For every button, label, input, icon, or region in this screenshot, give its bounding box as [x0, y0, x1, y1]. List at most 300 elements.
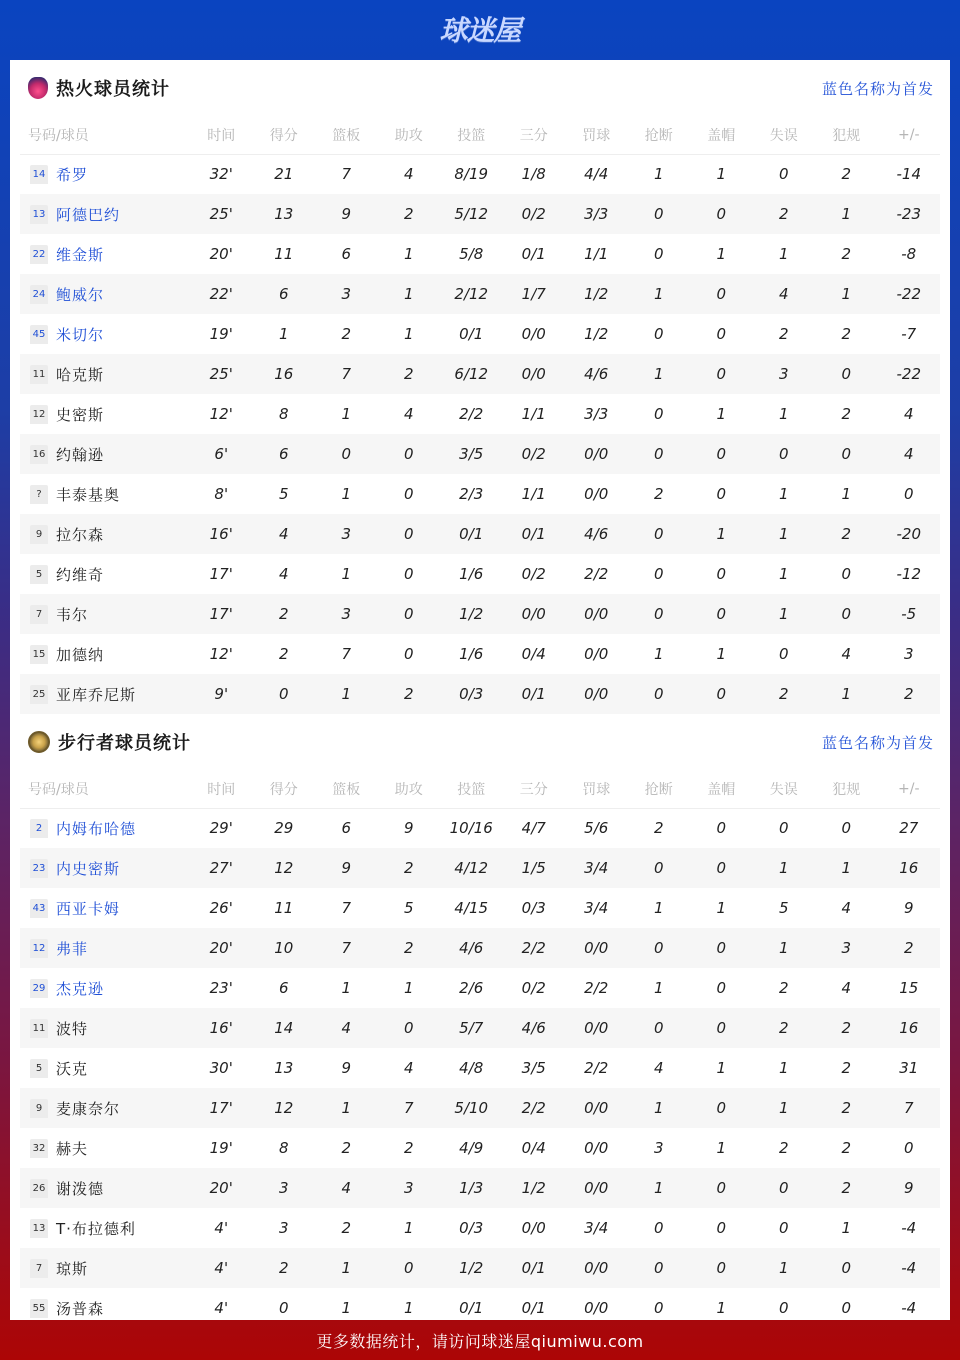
stat-blk: 1 [716, 405, 727, 423]
stat-pts: 6 [253, 274, 316, 314]
stat-fg: 3/5 [440, 434, 503, 474]
player-name[interactable]: 沃克 [56, 1059, 89, 1078]
table-row[interactable] [20, 968, 940, 1008]
player-name[interactable]: 弗菲 [56, 939, 89, 958]
jersey-number: 7 [30, 1259, 48, 1278]
player-cell [20, 1248, 190, 1288]
stat-ft: 4/6 [565, 354, 628, 394]
stat-blk: 0 [690, 194, 753, 234]
stat-min: 26' [209, 899, 233, 917]
table-row[interactable] [20, 848, 940, 888]
stat-pts: 12 [253, 1088, 316, 1128]
stat-pf: 0 [815, 594, 878, 634]
player-name[interactable]: 拉尔森 [56, 525, 105, 544]
stat-pm: 0 [903, 485, 914, 503]
starter-legend: 蓝色名称为首发 [821, 733, 934, 752]
stat-blk: 1 [690, 514, 753, 554]
stat-pf: 1 [841, 485, 852, 503]
column-header[interactable]: +/- [878, 116, 941, 154]
stat-tov: 0 [778, 165, 789, 184]
player-name[interactable]: 汤普森 [56, 1299, 105, 1318]
stat-stl: 1 [628, 354, 691, 394]
stat-min: 17' [190, 1088, 253, 1128]
stat-ast: 0 [403, 485, 414, 503]
stat-ft: 0/0 [584, 1299, 609, 1317]
stat-fg: 0/1 [440, 514, 503, 554]
player-cell [20, 474, 190, 514]
stat-min: 16' [190, 1008, 253, 1048]
column-header[interactable]: 抢断 [628, 770, 691, 808]
jersey-number: 2 [30, 819, 48, 838]
stat-tov: 1 [753, 928, 816, 968]
stat-min: 32' [209, 165, 233, 184]
column-header[interactable]: 号码/球员 [20, 770, 190, 808]
stat-reb: 9 [341, 1059, 352, 1077]
player-cell [20, 354, 190, 394]
player-name[interactable]: 史密斯 [56, 405, 105, 424]
stat-tp: 0/2 [521, 979, 546, 997]
stat-pm: -4 [878, 1248, 941, 1288]
stat-fg: 4/6 [440, 928, 503, 968]
stat-ft: 1/1 [584, 245, 609, 263]
stat-pf: 4 [841, 645, 852, 663]
stat-pts: 14 [253, 1008, 316, 1048]
stat-ast: 3 [378, 1168, 441, 1208]
table-row[interactable] [20, 194, 940, 234]
column-header[interactable]: 罚球 [565, 770, 628, 808]
stat-reb: 2 [341, 1219, 352, 1237]
stat-pm: 4 [878, 434, 941, 474]
table-row[interactable] [20, 154, 940, 194]
player-cell [20, 1208, 190, 1248]
player-name[interactable]: 米切尔 [56, 325, 105, 344]
stat-ast: 0 [378, 1248, 441, 1288]
stat-pm: 9 [903, 899, 914, 917]
player-name[interactable]: 丰泰基奥 [56, 485, 121, 504]
stat-stl: 0 [653, 405, 664, 423]
player-cell [20, 154, 190, 194]
player-name[interactable]: 约翰逊 [56, 445, 105, 464]
column-header[interactable]: 罚球 [565, 116, 628, 154]
stat-pf: 1 [841, 1219, 852, 1237]
column-header[interactable]: 得分 [253, 116, 316, 154]
stat-ft: 5/6 [584, 819, 609, 838]
column-header[interactable]: 抢断 [628, 116, 691, 154]
stat-reb: 4 [315, 1008, 378, 1048]
stat-pm: 0 [903, 1139, 914, 1157]
stat-stl: 0 [628, 514, 691, 554]
stat-reb: 1 [341, 979, 352, 997]
stat-tov: 0 [778, 1219, 789, 1237]
stat-pf: 2 [841, 325, 852, 343]
stat-reb: 7 [315, 928, 378, 968]
player-name[interactable]: 麦康奈尔 [56, 1099, 121, 1118]
player-name[interactable]: 维金斯 [56, 245, 105, 264]
stat-ast: 0 [378, 594, 441, 634]
column-header[interactable]: 篮板 [315, 770, 378, 808]
stat-blk: 1 [716, 245, 727, 263]
stat-tov: 1 [778, 245, 789, 263]
player-cell [20, 928, 190, 968]
stat-reb: 0 [315, 434, 378, 474]
stat-blk: 0 [690, 594, 753, 634]
stat-pm: -4 [901, 1299, 917, 1317]
stat-tp: 0/0 [503, 594, 566, 634]
stat-pm: -20 [878, 514, 941, 554]
stat-pm: -4 [901, 1219, 917, 1237]
stat-pts: 3 [253, 1168, 316, 1208]
stat-min: 12' [209, 405, 233, 423]
stat-pf: 0 [841, 819, 852, 838]
stat-fg: 0/1 [459, 325, 484, 343]
stat-tov: 1 [753, 1088, 816, 1128]
player-name[interactable]: 约维奇 [56, 565, 105, 584]
stat-reb: 2 [341, 325, 352, 343]
stat-blk: 0 [716, 979, 727, 997]
column-header[interactable]: 篮板 [315, 116, 378, 154]
stat-fg: 2/3 [459, 485, 484, 503]
player-name[interactable]: 波特 [56, 1019, 89, 1038]
stat-stl: 1 [653, 899, 664, 917]
stat-pm: 27 [899, 819, 919, 838]
stat-ast: 4 [403, 405, 414, 423]
stat-pf: 0 [815, 1248, 878, 1288]
stat-stl: 1 [653, 979, 664, 997]
stat-tov: 1 [753, 514, 816, 554]
table-row[interactable] [20, 434, 940, 474]
stat-min: 4' [214, 1219, 229, 1237]
footer-banner [0, 1320, 960, 1360]
stat-pts: 21 [274, 165, 294, 184]
stat-tov: 5 [778, 899, 789, 917]
stat-fg: 4/12 [440, 848, 503, 888]
stat-stl: 0 [628, 928, 691, 968]
stat-ast: 2 [378, 848, 441, 888]
table-row[interactable] [20, 474, 940, 514]
player-name[interactable]: T·布拉德利 [56, 1219, 136, 1238]
player-name[interactable]: 亚库乔尼斯 [56, 685, 137, 704]
column-header[interactable]: 时间 [190, 116, 253, 154]
stat-fg: 5/10 [440, 1088, 503, 1128]
stat-reb: 7 [341, 645, 352, 663]
stat-tp: 0/1 [503, 514, 566, 554]
player-name[interactable]: 赫夫 [56, 1139, 89, 1158]
stat-ast: 1 [378, 274, 441, 314]
stat-tov: 0 [778, 645, 789, 663]
stat-ast: 1 [403, 1219, 414, 1237]
stat-reb: 1 [341, 1299, 352, 1317]
player-name[interactable]: 韦尔 [56, 605, 89, 624]
column-header[interactable]: 助攻 [378, 116, 441, 154]
stat-ast: 5 [403, 899, 414, 917]
column-header[interactable]: 号码/球员 [20, 116, 190, 154]
player-name[interactable]: 琼斯 [56, 1259, 89, 1278]
table-row[interactable] [20, 1128, 940, 1168]
stat-fg: 1/3 [440, 1168, 503, 1208]
jersey-number: 22 [30, 245, 48, 264]
stat-fg: 4/9 [459, 1139, 484, 1157]
stat-pm: 2 [878, 674, 941, 714]
stat-ft: 2/2 [584, 565, 609, 583]
stat-ast: 4 [403, 165, 414, 184]
stat-tp: 0/4 [521, 1139, 546, 1157]
stat-pts: 0 [253, 674, 316, 714]
stat-pf: 2 [815, 514, 878, 554]
table-row[interactable] [20, 928, 940, 968]
table-row[interactable] [20, 274, 940, 314]
column-header[interactable]: 盖帽 [690, 116, 753, 154]
footer-link-text[interactable]: 更多数据统计，请访问球迷屋qiumiwu.com [316, 1331, 644, 1351]
stat-stl: 1 [653, 165, 664, 184]
stat-blk: 0 [716, 819, 727, 838]
stat-pts: 2 [253, 1248, 316, 1288]
table-row[interactable] [20, 314, 940, 354]
column-header[interactable]: 失误 [753, 770, 816, 808]
table-header-row [20, 770, 940, 808]
player-cell [20, 274, 190, 314]
stat-pts: 16 [253, 354, 316, 394]
stat-pf: 0 [841, 1299, 852, 1317]
stat-pts: 6 [253, 434, 316, 474]
stat-reb: 7 [341, 165, 352, 184]
table-row[interactable] [20, 354, 940, 394]
stat-reb: 4 [315, 1168, 378, 1208]
stat-tov: 1 [753, 1248, 816, 1288]
player-cell [20, 594, 190, 634]
player-name[interactable]: 哈克斯 [56, 365, 105, 384]
table-row[interactable] [20, 1048, 940, 1088]
stat-stl: 0 [653, 1219, 664, 1237]
stat-ft: 0/0 [565, 928, 628, 968]
jersey-number: 55 [30, 1299, 48, 1318]
stat-fg: 1/6 [459, 565, 484, 583]
stat-tov: 1 [753, 594, 816, 634]
stat-blk: 0 [716, 1219, 727, 1237]
stat-min: 12' [209, 645, 233, 663]
player-cell [20, 848, 190, 888]
stat-tov: 1 [778, 1059, 789, 1077]
stat-blk: 0 [690, 354, 753, 394]
stat-tp: 0/1 [503, 674, 566, 714]
stat-stl: 2 [653, 485, 664, 503]
stat-ast: 0 [378, 514, 441, 554]
section-header [10, 714, 950, 770]
stat-ast: 2 [378, 194, 441, 234]
stat-reb: 7 [315, 354, 378, 394]
player-cell [20, 514, 190, 554]
stat-pts: 12 [253, 848, 316, 888]
stat-pts: 2 [253, 594, 316, 634]
stat-min: 9' [190, 674, 253, 714]
stat-ast: 2 [378, 354, 441, 394]
column-header[interactable]: 投篮 [440, 116, 503, 154]
stat-pf: 2 [815, 1088, 878, 1128]
stat-ft: 0/0 [584, 1139, 609, 1157]
stat-blk: 0 [690, 1008, 753, 1048]
stat-blk: 1 [716, 899, 727, 917]
stat-tp: 1/7 [503, 274, 566, 314]
jersey-number: 16 [30, 445, 48, 464]
stat-pts: 4 [278, 565, 289, 583]
player-name[interactable]: 内史密斯 [56, 859, 121, 878]
column-header[interactable]: +/- [878, 770, 941, 808]
stat-tp: 0/2 [503, 194, 566, 234]
stat-reb: 1 [315, 1248, 378, 1288]
table-row[interactable] [20, 674, 940, 714]
stat-reb: 9 [315, 848, 378, 888]
player-name[interactable]: 内姆布哈德 [56, 819, 137, 838]
column-header[interactable]: 三分 [503, 116, 566, 154]
player-name[interactable]: 谢泼德 [56, 1179, 105, 1198]
stat-fg: 1/2 [440, 594, 503, 634]
table-row[interactable] [20, 1008, 940, 1048]
stat-fg: 5/7 [440, 1008, 503, 1048]
table-row[interactable] [20, 634, 940, 674]
stat-ft: 3/4 [584, 899, 609, 917]
column-header[interactable]: 盖帽 [690, 770, 753, 808]
stat-blk: 0 [690, 1248, 753, 1288]
stat-pm: -7 [901, 325, 917, 343]
stat-tp: 0/0 [503, 354, 566, 394]
jersey-number: 26 [30, 1179, 48, 1198]
column-header[interactable]: 时间 [190, 770, 253, 808]
column-header[interactable]: 犯规 [815, 116, 878, 154]
stat-min: 30' [209, 1059, 233, 1077]
stat-pm: 4 [903, 405, 914, 423]
player-name[interactable]: 加德纳 [56, 645, 105, 664]
stat-fg: 2/6 [459, 979, 484, 997]
stat-pf: 2 [841, 1059, 852, 1077]
table-row[interactable] [20, 1248, 940, 1288]
stat-tov: 0 [753, 1168, 816, 1208]
jersey-number: 12 [30, 405, 48, 424]
stat-tp: 1/1 [521, 405, 546, 423]
table-row[interactable] [20, 594, 940, 634]
stat-stl: 1 [628, 274, 691, 314]
table-row[interactable] [20, 514, 940, 554]
stat-ft: 1/2 [584, 325, 609, 343]
stat-min: 22' [190, 274, 253, 314]
stat-stl: 0 [628, 194, 691, 234]
stat-reb: 6 [341, 245, 352, 263]
stat-fg: 5/8 [459, 245, 484, 263]
column-header[interactable]: 投篮 [440, 770, 503, 808]
stat-ft: 0/0 [565, 1008, 628, 1048]
player-cell [20, 1088, 190, 1128]
stat-pf: 1 [815, 194, 878, 234]
table-row[interactable] [20, 888, 940, 928]
stat-ft: 2/2 [584, 1059, 609, 1077]
player-name[interactable]: 西亚卡姆 [56, 899, 121, 918]
stat-tov: 0 [778, 1299, 789, 1317]
stat-fg: 1/2 [440, 1248, 503, 1288]
stat-pts: 13 [253, 194, 316, 234]
stat-blk: 1 [716, 1299, 727, 1317]
player-cell [20, 1048, 190, 1088]
column-header[interactable]: 助攻 [378, 770, 441, 808]
stat-ft: 0/0 [565, 1248, 628, 1288]
stat-fg: 0/3 [440, 674, 503, 714]
column-header[interactable]: 失误 [753, 116, 816, 154]
stat-fg: 4/15 [454, 899, 489, 917]
table-row[interactable] [20, 1208, 940, 1248]
jersey-number: 5 [30, 565, 48, 584]
jersey-number: 7 [30, 605, 48, 624]
player-name[interactable]: 阿德巴约 [56, 205, 121, 224]
table-row[interactable] [20, 1088, 940, 1128]
jersey-number: 25 [30, 685, 48, 704]
stat-fg: 4/8 [459, 1059, 484, 1077]
player-name[interactable]: 杰克逊 [56, 979, 105, 998]
stat-ft: 4/6 [565, 514, 628, 554]
stat-stl: 0 [628, 434, 691, 474]
jersey-number: 15 [30, 645, 48, 664]
stat-ft: 0/0 [565, 434, 628, 474]
stat-pm: -12 [896, 565, 921, 583]
stat-tp: 0/0 [521, 325, 546, 343]
column-header[interactable]: 得分 [253, 770, 316, 808]
stat-reb: 1 [315, 674, 378, 714]
stat-pm: -14 [896, 165, 921, 184]
stat-pts: 2 [278, 645, 289, 663]
table-row[interactable] [20, 1168, 940, 1208]
player-name[interactable]: 希罗 [56, 165, 89, 184]
jersey-number: 43 [30, 899, 48, 918]
stat-min: 23' [209, 979, 233, 997]
stat-ft: 1/2 [565, 274, 628, 314]
stat-min: 27' [190, 848, 253, 888]
stat-ast: 2 [378, 674, 441, 714]
stat-min: 20' [190, 1168, 253, 1208]
stat-min: 25' [190, 354, 253, 394]
stat-pts: 6 [278, 979, 289, 997]
column-header[interactable]: 三分 [503, 770, 566, 808]
stat-pf: 2 [815, 1008, 878, 1048]
stat-stl: 4 [653, 1059, 664, 1077]
stat-tov: 1 [778, 405, 789, 423]
stat-pts: 4 [253, 514, 316, 554]
stat-stl: 1 [653, 645, 664, 663]
stat-fg: 2/2 [459, 405, 484, 423]
stat-pts: 8 [278, 405, 289, 423]
stat-tov: 3 [753, 354, 816, 394]
stat-ft: 0/0 [584, 485, 609, 503]
jersey-number: 5 [30, 1059, 48, 1078]
stat-pts: 3 [278, 1219, 289, 1237]
stat-ft: 0/0 [565, 594, 628, 634]
stat-stl: 0 [628, 674, 691, 714]
team-section [10, 60, 950, 714]
table-row[interactable] [20, 808, 940, 848]
stat-ft: 3/3 [584, 405, 609, 423]
stat-blk: 0 [716, 325, 727, 343]
table-row[interactable] [20, 394, 940, 434]
player-cell [20, 1168, 190, 1208]
table-row[interactable] [20, 234, 940, 274]
stat-tov: 1 [753, 848, 816, 888]
table-row[interactable] [20, 554, 940, 594]
stat-fg: 8/19 [454, 165, 489, 184]
stat-ast: 0 [403, 645, 414, 663]
stat-min: 25' [190, 194, 253, 234]
stat-tp: 0/1 [503, 1248, 566, 1288]
column-header[interactable]: 犯规 [815, 770, 878, 808]
player-name[interactable]: 鲍威尔 [56, 285, 105, 304]
jersey-number: 9 [30, 1099, 48, 1118]
stat-reb: 1 [341, 565, 352, 583]
stat-tp: 0/2 [503, 434, 566, 474]
stat-ast: 0 [378, 434, 441, 474]
